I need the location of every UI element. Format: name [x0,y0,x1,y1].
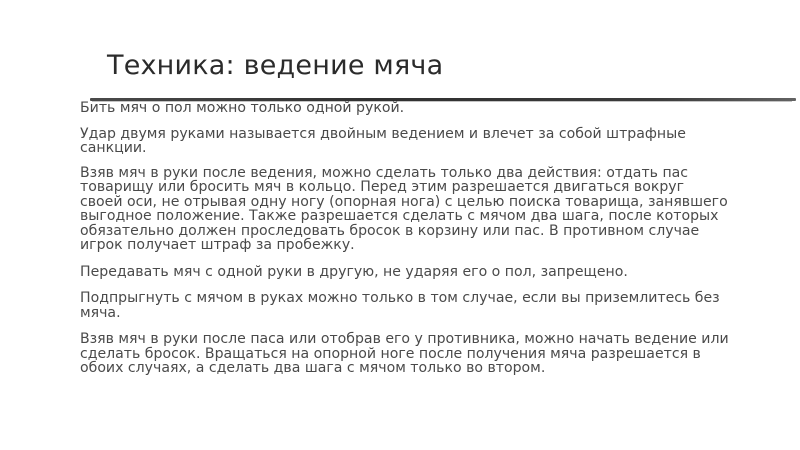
paragraph-double-dribble: Удар двумя руками называется двойным ведением и влечет за собой штрафные санкции. [80,125,686,156]
slide-title: Техника: ведение мяча [107,50,444,81]
slide-body [80,101,730,389]
paragraph-after-dribble-actions: Взяв мяч в руки после ведения, можно сделать только два действия: отдать пас товарищу или бросить мяч в кольцо. Перед этим разрешается двигаться вокруг своей оси, не отрывая одну ногу (опорная нога) с целью поиска товарища, занявшего выгодное положение. Также разрешается сделать с мячом два шага, после которых обязательно должен проследовать бросок в корзину или пас. В противном случае игрок получает штраф за пробежку. [80,164,728,253]
paragraph-one-hand-dribble: Бить мяч о пол можно только одной рукой. [80,100,405,116]
paragraph-hand-transfer: Передавать мяч с одной руки в другую, не ударяя его о пол, запрещено. [80,263,628,280]
paragraph-after-pass: Взяв мяч в руки после паса или отобрав его у противника, можно начать ведение или сделать бросок. Вращаться на опорной ноге после получения мяча разрешается в обоих случаях, а сделать два шага с мячом только во втором. [80,331,729,376]
paragraph-jump-rule: Подпрыгнуть с мячом в руках можно только в том случае, если вы приземлитесь без мяча. [80,290,720,321]
